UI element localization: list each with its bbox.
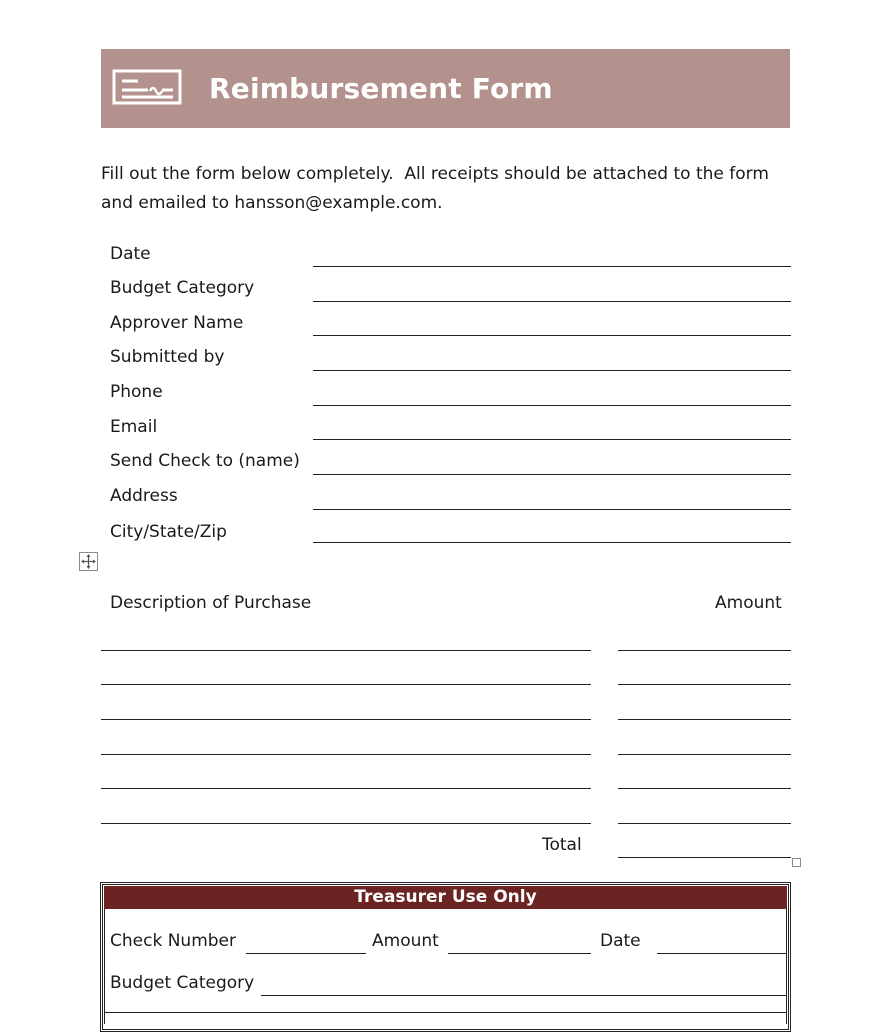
budget-category-label: Budget Category — [110, 278, 255, 298]
treasurer-budget-category-label: Budget Category — [110, 973, 255, 993]
intro-line-1: Fill out the form below completely. All receipts should be attached to the form — [101, 164, 769, 184]
treasurer-amount-label: Amount — [372, 931, 439, 951]
email-label: Email — [110, 417, 158, 437]
treasurer-title: Treasurer Use Only — [104, 886, 787, 909]
amount-line[interactable] — [618, 823, 791, 824]
check-number-field[interactable] — [246, 953, 366, 954]
intro-line-2: and emailed to hansson@example.com. — [101, 193, 443, 213]
check-icon — [112, 69, 182, 105]
amount-line[interactable] — [618, 788, 791, 789]
send-check-to-field[interactable] — [313, 474, 791, 475]
email-field[interactable] — [313, 439, 791, 440]
header-banner — [101, 49, 790, 128]
address-field[interactable] — [313, 509, 791, 510]
treasurer-budget-category-field[interactable] — [261, 995, 787, 996]
amount-header: Amount — [715, 593, 782, 613]
description-line[interactable] — [101, 754, 591, 755]
send-check-to-label: Send Check to (name) — [110, 451, 300, 471]
amount-line[interactable] — [618, 650, 791, 651]
move-arrows-icon — [80, 553, 97, 570]
city-state-zip-label: City/State/Zip — [110, 522, 227, 542]
date-label: Date — [110, 244, 151, 264]
address-label: Address — [110, 486, 178, 506]
form-title: Reimbursement Form — [209, 72, 553, 105]
approver-name-field[interactable] — [313, 335, 791, 336]
treasurer-left-rule — [104, 909, 105, 1024]
phone-field[interactable] — [313, 405, 791, 406]
treasurer-date-label: Date — [600, 931, 641, 951]
amount-line[interactable] — [618, 754, 791, 755]
description-header: Description of Purchase — [110, 593, 312, 613]
total-label: Total — [542, 835, 582, 855]
intro-text — [101, 160, 791, 218]
treasurer-amount-field[interactable] — [448, 953, 591, 954]
treasurer-date-field[interactable] — [657, 953, 787, 954]
treasurer-right-rule — [786, 909, 787, 1024]
description-line[interactable] — [101, 788, 591, 789]
description-line[interactable] — [101, 823, 591, 824]
description-line[interactable] — [101, 719, 591, 720]
approver-name-label: Approver Name — [110, 313, 244, 333]
table-move-handle[interactable] — [79, 552, 98, 571]
phone-label: Phone — [110, 382, 163, 402]
submitted-by-field[interactable] — [313, 370, 791, 371]
city-state-zip-field[interactable] — [313, 542, 791, 543]
total-field[interactable] — [618, 857, 791, 858]
date-field[interactable] — [313, 266, 791, 267]
amount-line[interactable] — [618, 719, 791, 720]
treasurer-bottom-rule — [104, 1012, 787, 1013]
table-resize-handle[interactable] — [792, 858, 801, 867]
amount-line[interactable] — [618, 684, 791, 685]
description-line[interactable] — [101, 650, 591, 651]
budget-category-field[interactable] — [313, 301, 791, 302]
description-line[interactable] — [101, 684, 591, 685]
submitted-by-label: Submitted by — [110, 347, 225, 367]
check-number-label: Check Number — [110, 931, 236, 951]
